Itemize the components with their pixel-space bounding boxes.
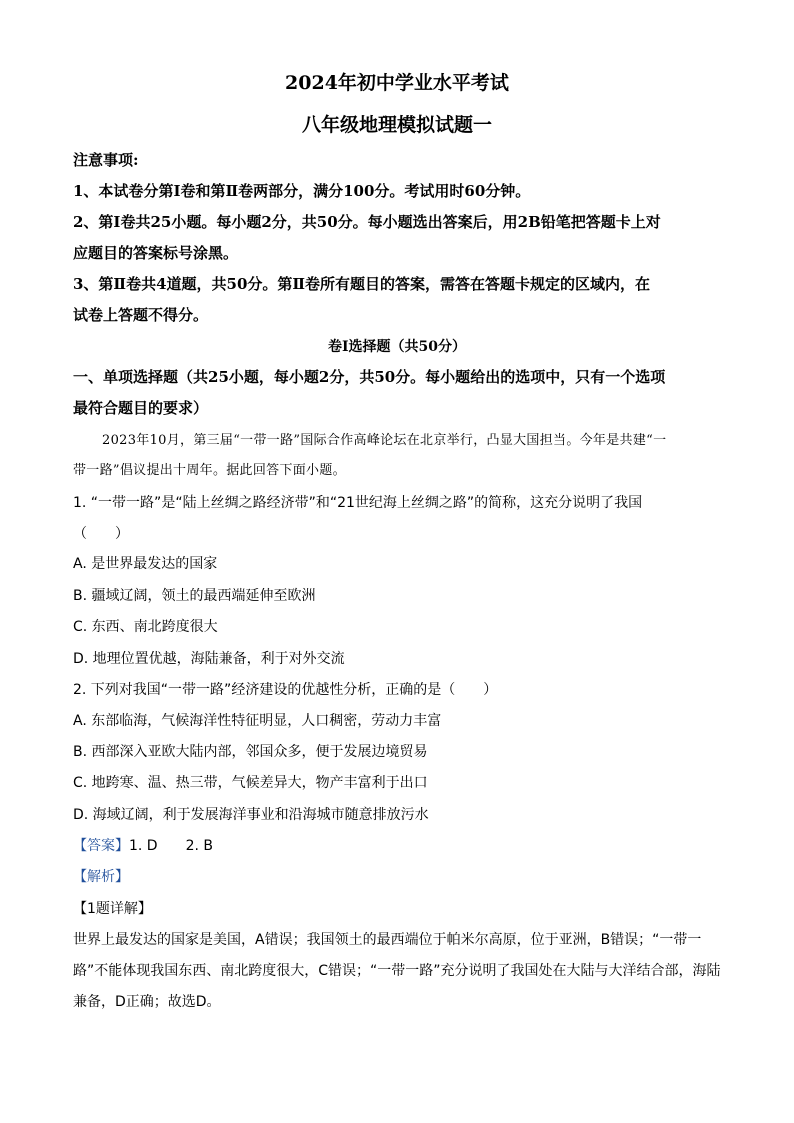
analysis-line-3: 兼备，D正确；故选D。 <box>73 994 221 1010</box>
notice-item-2-line-2: 应题目的答案标号涂黑。 <box>73 244 239 262</box>
answer-line <box>73 839 213 853</box>
material-line-2: 带一路”倡议提出十周年。据此回答下面小题。 <box>73 463 346 478</box>
q1-option-d: D. 地理位置优越，海陆兼备，利于对外交流 <box>73 651 345 667</box>
q1-option-b: B. 疆域辽阔，领土的最西端延伸至欧洲 <box>73 588 316 604</box>
section-instruction-line-1: 一、单项选择题（共25小题，每小题2分，共50分。每小题给出的选项中，只有一个选项 <box>73 368 666 386</box>
q1-option-a: A. 是世界最发达的国家 <box>73 556 218 572</box>
q2-option-d: D. 海域辽阔，利于发展海洋事业和沿海城市随意排放污水 <box>73 807 429 823</box>
q1-stem-line-1: 1. “一带一路”是“陆上丝绸之路经济带”和“21世纪海上丝绸之路”的简称，这充分说明了我国 <box>73 495 643 511</box>
notice-item-1: 1、本试卷分第Ⅰ卷和第Ⅱ卷两部分，满分100分。考试用时60分钟。 <box>73 182 531 200</box>
q2-option-a: A. 东部临海，气候海洋性特征明显，人口稠密，劳动力丰富 <box>73 713 442 729</box>
exam-subtitle: 八年级地理模拟试题一 <box>301 114 492 136</box>
q1-option-c: C. 东西、南北跨度很大 <box>73 619 218 635</box>
notice-item-3-line-1: 3、第Ⅱ卷共4道题，共50分。第Ⅱ卷所有题目的答案，需答在答题卡规定的区域内，在 <box>73 275 651 293</box>
analysis-line-1: 世界上最发达的国家是美国，A错误；我国领土的最西端位于帕米尔高原，位于亚洲，B错误；“一带一 <box>73 932 702 948</box>
material-line-1: 2023年10月，第三届“一带一路”国际合作高峰论坛在北京举行，凸显大国担当。今年是共建“一 <box>102 433 667 448</box>
q1-stem-line-2: （ ） <box>73 526 129 542</box>
analysis-line-2: 路”不能体现我国东西、南北跨度很大，C错误；“一带一路”充分说明了我国处在大陆与大洋结合部，海陆 <box>73 963 721 979</box>
notice-heading: 注意事项: <box>73 151 139 169</box>
exam-title: 2024年初中学业水平考试 <box>285 72 509 94</box>
section-title: 卷Ⅰ选择题（共50分） <box>327 339 467 355</box>
answer-1: 1. D <box>129 838 158 854</box>
notice-item-3-line-2: 试卷上答题不得分。 <box>73 306 209 324</box>
answer-2: 2. B <box>185 838 214 854</box>
answer-tag: 【答案】 <box>73 838 129 854</box>
notice-item-2-line-1: 2、第Ⅰ卷共25小题。每小题2分，共50分。每小题选出答案后，用2B铅笔把答题卡上对 <box>73 213 661 231</box>
analysis-tag: 【解析】 <box>73 869 129 885</box>
q2-option-b: B. 西部深入亚欧大陆内部，邻国众多，便于发展边境贸易 <box>73 744 428 760</box>
q2-stem: 2. 下列对我国“一带一路”经济建设的优越性分析，正确的是（ ） <box>73 682 498 698</box>
analysis-sub-tag: 【1题详解】 <box>73 901 152 917</box>
q2-option-c: C. 地跨寒、温、热三带，气候差异大，物产丰富利于出口 <box>73 775 428 791</box>
section-instruction-line-2: 最符合题目的要求） <box>73 399 209 417</box>
